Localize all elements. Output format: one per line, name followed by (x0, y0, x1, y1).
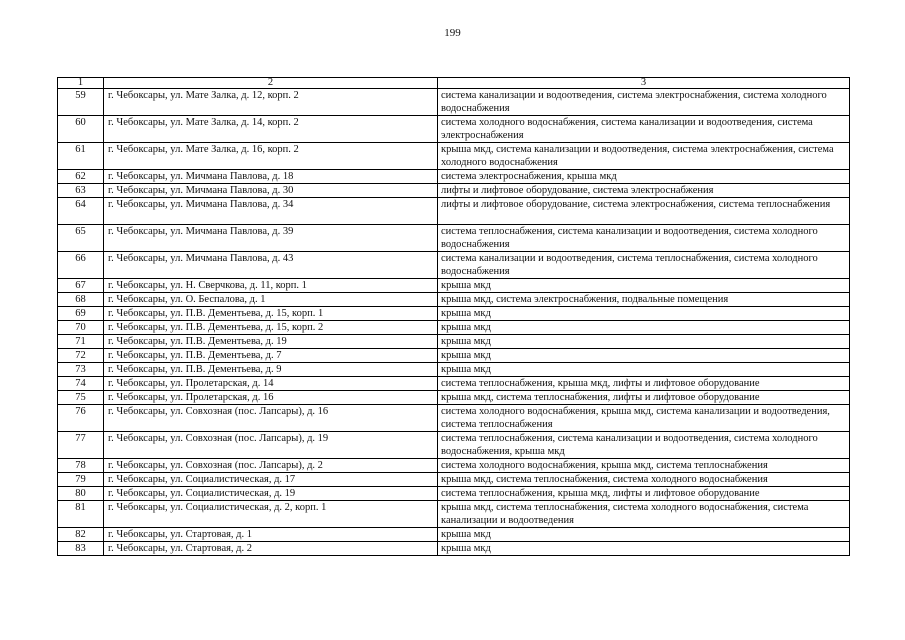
row-number-cell: 63 (58, 184, 104, 198)
row-number-cell: 68 (58, 293, 104, 307)
systems-cell: крыша мкд, система теплоснабжения, система холодного водоснабжения (438, 473, 850, 487)
row-number-cell: 60 (58, 116, 104, 143)
address-cell: г. Чебоксары, ул. Совхозная (пос. Лапсары), д. 16 (104, 405, 438, 432)
table-row (58, 143, 850, 170)
row-number-cell: 82 (58, 528, 104, 542)
systems-cell: крыша мкд (438, 528, 850, 542)
table-row (58, 279, 850, 293)
systems-cell: система холодного водоснабжения, крыша мкд, система теплоснабжения (438, 459, 850, 473)
table-row (58, 198, 850, 225)
row-number-cell: 78 (58, 459, 104, 473)
systems-cell: крыша мкд (438, 542, 850, 556)
row-number-cell: 75 (58, 391, 104, 405)
table-row (58, 487, 850, 501)
table-row (58, 432, 850, 459)
systems-cell: крыша мкд (438, 279, 850, 293)
address-cell: г. Чебоксары, ул. Пролетарская, д. 14 (104, 377, 438, 391)
systems-cell: система канализации и водоотведения, система электроснабжения, система холодного водоснабжения (438, 89, 850, 116)
systems-cell: крыша мкд (438, 349, 850, 363)
row-number-cell: 77 (58, 432, 104, 459)
systems-cell: система теплоснабжения, система канализации и водоотведения, система холодного водоснабжения (438, 225, 850, 252)
row-number-cell: 79 (58, 473, 104, 487)
address-cell: г. Чебоксары, ул. Совхозная (пос. Лапсары), д. 19 (104, 432, 438, 459)
systems-cell: система электроснабжения, крыша мкд (438, 170, 850, 184)
address-cell: г. Чебоксары, ул. О. Беспалова, д. 1 (104, 293, 438, 307)
table-row (58, 184, 850, 198)
address-cell: г. Чебоксары, ул. Н. Сверчкова, д. 11, корп. 1 (104, 279, 438, 293)
systems-cell: система теплоснабжения, система канализации и водоотведения, система холодного водоснабжения, крыша мкд (438, 432, 850, 459)
systems-cell: крыша мкд (438, 363, 850, 377)
address-cell: г. Чебоксары, ул. Мичмана Павлова, д. 18 (104, 170, 438, 184)
systems-cell: система холодного водоснабжения, крыша мкд, система канализации и водоотведения, система теплоснабжения (438, 405, 850, 432)
address-cell: г. Чебоксары, ул. Мичмана Павлова, д. 43 (104, 252, 438, 279)
address-cell: г. Чебоксары, ул. П.В. Дементьева, д. 19 (104, 335, 438, 349)
address-cell: г. Чебоксары, ул. П.В. Дементьева, д. 15, корп. 2 (104, 321, 438, 335)
header-cell-systems: 3 (438, 78, 850, 89)
table-row (58, 377, 850, 391)
systems-cell: крыша мкд, система канализации и водоотведения, система электроснабжения, система холодного водоснабжения (438, 143, 850, 170)
address-cell: г. Чебоксары, ул. Мичмана Павлова, д. 39 (104, 225, 438, 252)
systems-cell: система холодного водоснабжения, система канализации и водоотведения, система электроснабжения (438, 116, 850, 143)
row-number-cell: 62 (58, 170, 104, 184)
address-cell: г. Чебоксары, ул. Мате Залка, д. 12, корп. 2 (104, 89, 438, 116)
header-cell-number: 1 (58, 78, 104, 89)
table-row (58, 116, 850, 143)
row-number-cell: 80 (58, 487, 104, 501)
table-row (58, 89, 850, 116)
address-cell: г. Чебоксары, ул. Социалистическая, д. 17 (104, 473, 438, 487)
row-number-cell: 81 (58, 501, 104, 528)
row-number-cell: 76 (58, 405, 104, 432)
table-row (58, 170, 850, 184)
data-table (57, 77, 850, 556)
table-row (58, 293, 850, 307)
table-row (58, 405, 850, 432)
address-cell: г. Чебоксары, ул. П.В. Дементьева, д. 9 (104, 363, 438, 377)
address-cell: г. Чебоксары, ул. Мате Залка, д. 14, корп. 2 (104, 116, 438, 143)
systems-cell: крыша мкд, система теплоснабжения, лифты и лифтовое оборудование (438, 391, 850, 405)
row-number-cell: 64 (58, 198, 104, 225)
table-row (58, 349, 850, 363)
row-number-cell: 71 (58, 335, 104, 349)
row-number-cell: 67 (58, 279, 104, 293)
row-number-cell: 73 (58, 363, 104, 377)
table-row (58, 307, 850, 321)
address-cell: г. Чебоксары, ул. Мичмана Павлова, д. 30 (104, 184, 438, 198)
table-row (58, 542, 850, 556)
systems-cell: лифты и лифтовое оборудование, система электроснабжения (438, 184, 850, 198)
row-number-cell: 69 (58, 307, 104, 321)
systems-cell: система теплоснабжения, крыша мкд, лифты и лифтовое оборудование (438, 377, 850, 391)
address-cell: г. Чебоксары, ул. Стартовая, д. 2 (104, 542, 438, 556)
address-cell: г. Чебоксары, ул. Стартовая, д. 1 (104, 528, 438, 542)
address-cell: г. Чебоксары, ул. Социалистическая, д. 2, корп. 1 (104, 501, 438, 528)
row-number-cell: 66 (58, 252, 104, 279)
row-number-cell: 72 (58, 349, 104, 363)
table-header (58, 78, 850, 89)
address-cell: г. Чебоксары, ул. Мичмана Павлова, д. 34 (104, 198, 438, 225)
table-body (58, 89, 850, 556)
table-row (58, 225, 850, 252)
address-cell: г. Чебоксары, ул. П.В. Дементьева, д. 15, корп. 1 (104, 307, 438, 321)
row-number-cell: 83 (58, 542, 104, 556)
table-row (58, 501, 850, 528)
table-row (58, 391, 850, 405)
systems-cell: лифты и лифтовое оборудование, система электроснабжения, система теплоснабжения (438, 198, 850, 225)
address-cell: г. Чебоксары, ул. Пролетарская, д. 16 (104, 391, 438, 405)
table-row (58, 528, 850, 542)
systems-cell: система теплоснабжения, крыша мкд, лифты и лифтовое оборудование (438, 487, 850, 501)
systems-cell: крыша мкд, система теплоснабжения, система холодного водоснабжения, система канализации и водоотведения (438, 501, 850, 528)
address-cell: г. Чебоксары, ул. П.В. Дементьева, д. 7 (104, 349, 438, 363)
table-row (58, 473, 850, 487)
systems-cell: система канализации и водоотведения, система теплоснабжения, система холодного водоснабжения (438, 252, 850, 279)
systems-cell: крыша мкд (438, 307, 850, 321)
systems-cell: крыша мкд (438, 335, 850, 349)
row-number-cell: 61 (58, 143, 104, 170)
table-row (58, 321, 850, 335)
page-number: 199 (444, 27, 461, 39)
systems-cell: крыша мкд (438, 321, 850, 335)
row-number-cell: 70 (58, 321, 104, 335)
address-cell: г. Чебоксары, ул. Социалистическая, д. 19 (104, 487, 438, 501)
address-cell: г. Чебоксары, ул. Совхозная (пос. Лапсары), д. 2 (104, 459, 438, 473)
table-row (58, 459, 850, 473)
table-row (58, 252, 850, 279)
row-number-cell: 65 (58, 225, 104, 252)
systems-cell: крыша мкд, система электроснабжения, подвальные помещения (438, 293, 850, 307)
table-row (58, 363, 850, 377)
address-cell: г. Чебоксары, ул. Мате Залка, д. 16, корп. 2 (104, 143, 438, 170)
row-number-cell: 59 (58, 89, 104, 116)
header-cell-address: 2 (104, 78, 438, 89)
row-number-cell: 74 (58, 377, 104, 391)
header-row (58, 78, 850, 89)
table-row (58, 335, 850, 349)
